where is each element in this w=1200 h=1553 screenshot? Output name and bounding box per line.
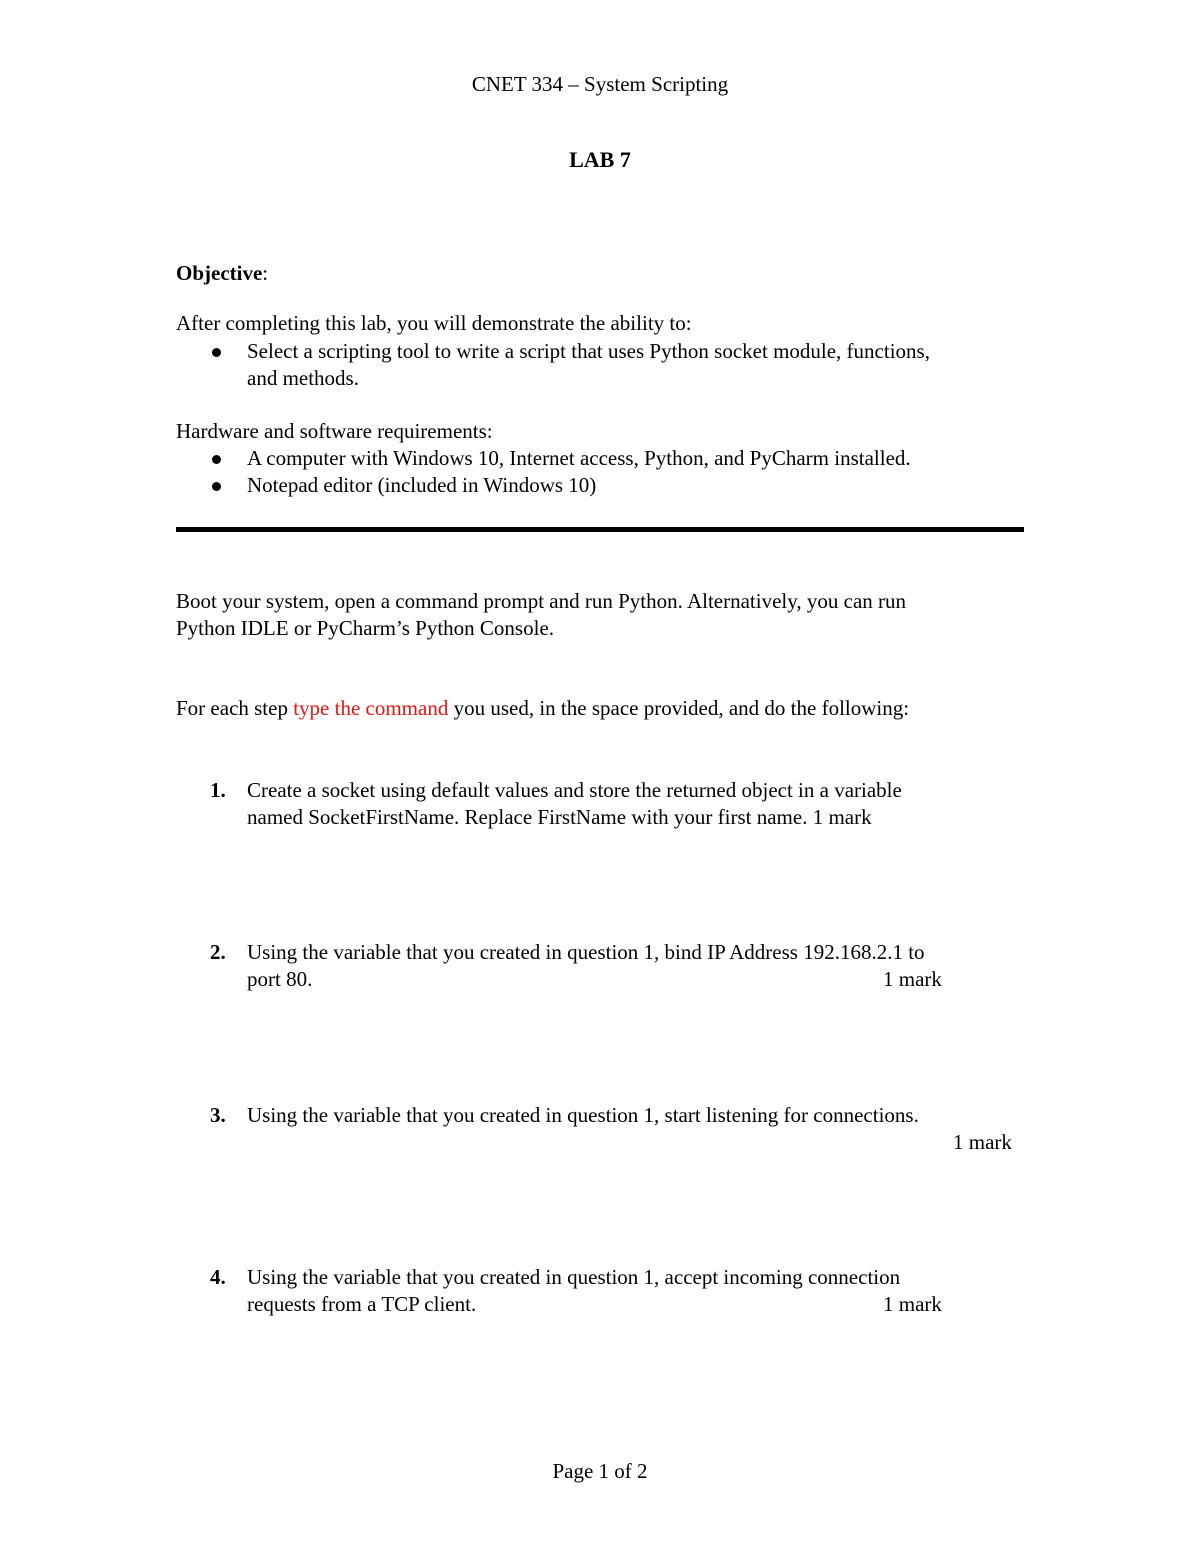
question-2 — [176, 939, 1036, 993]
list-item — [176, 445, 1036, 472]
question-4 — [176, 1264, 1036, 1318]
question-number: 1. — [210, 778, 226, 802]
list-item — [176, 338, 1036, 392]
section-divider — [176, 527, 1024, 532]
objective-heading — [176, 260, 268, 287]
question-text-line: requests from a TCP client. — [247, 1292, 477, 1316]
requirements-heading: Hardware and software requirements: — [176, 419, 493, 443]
instruction-paragraph — [176, 695, 1036, 722]
question-text-line: named SocketFirstName. Replace FirstName with your first name. 1 mark — [247, 805, 872, 829]
objective-bullet-list — [176, 338, 1036, 392]
question-3 — [176, 1102, 1036, 1156]
question-number: 3. — [210, 1103, 226, 1127]
bullet-text-line: and methods. — [247, 366, 359, 390]
instruction-text: For each step — [176, 696, 294, 720]
paragraph-line: Boot your system, open a command prompt and run Python. Alternatively, you can run — [176, 589, 907, 613]
question-text-line: port 80. — [247, 967, 313, 991]
question-text-line: Using the variable that you created in question 1, start listening for connections. — [247, 1103, 919, 1127]
question-text-line: Using the variable that you created in question 1, accept incoming connection — [247, 1265, 901, 1289]
objective-intro: After completing this lab, you will demonstrate the ability to: — [176, 311, 692, 335]
objective-heading-colon: : — [262, 261, 269, 285]
objective-heading-label: Objective — [176, 261, 263, 285]
question-text-line-wrap — [247, 1291, 1036, 1318]
question-text-line: Create a socket using default values and store the returned object in a variable — [247, 778, 902, 802]
bullet-text: Notepad editor (included in Windows 10) — [247, 473, 597, 497]
lab-title: LAB 7 — [569, 147, 631, 172]
list-item — [176, 472, 1036, 499]
question-text-line-wrap — [247, 966, 1036, 993]
question-mark: 1 mark — [953, 1130, 1012, 1154]
question-number: 4. — [210, 1265, 226, 1289]
question-mark: 1 mark — [883, 1292, 942, 1316]
bullet-text: A computer with Windows 10, Internet access, Python, and PyCharm installed. — [247, 446, 911, 470]
bullet-text-line: Select a scripting tool to write a script that uses Python socket module, functions, — [247, 339, 930, 363]
bullet-icon — [212, 455, 221, 464]
question-number: 2. — [210, 940, 226, 964]
instruction-highlight: type the command — [293, 696, 449, 720]
question-mark-wrap — [247, 1129, 1036, 1156]
requirements-bullet-list — [176, 445, 1036, 499]
question-mark: 1 mark — [883, 967, 942, 991]
boot-paragraph — [176, 588, 1036, 642]
bullet-icon — [212, 348, 221, 357]
bullet-icon — [212, 482, 221, 491]
paragraph-line: Python IDLE or PyCharm’s Python Console. — [176, 616, 555, 640]
page-footer: Page 1 of 2 — [552, 1459, 648, 1483]
question-text-line: Using the variable that you created in question 1, bind IP Address 192.168.2.1 to — [247, 940, 925, 964]
instruction-text: you used, in the space provided, and do the following: — [448, 696, 910, 720]
question-1 — [176, 777, 1036, 831]
page-header: CNET 334 – System Scripting — [471, 72, 729, 96]
